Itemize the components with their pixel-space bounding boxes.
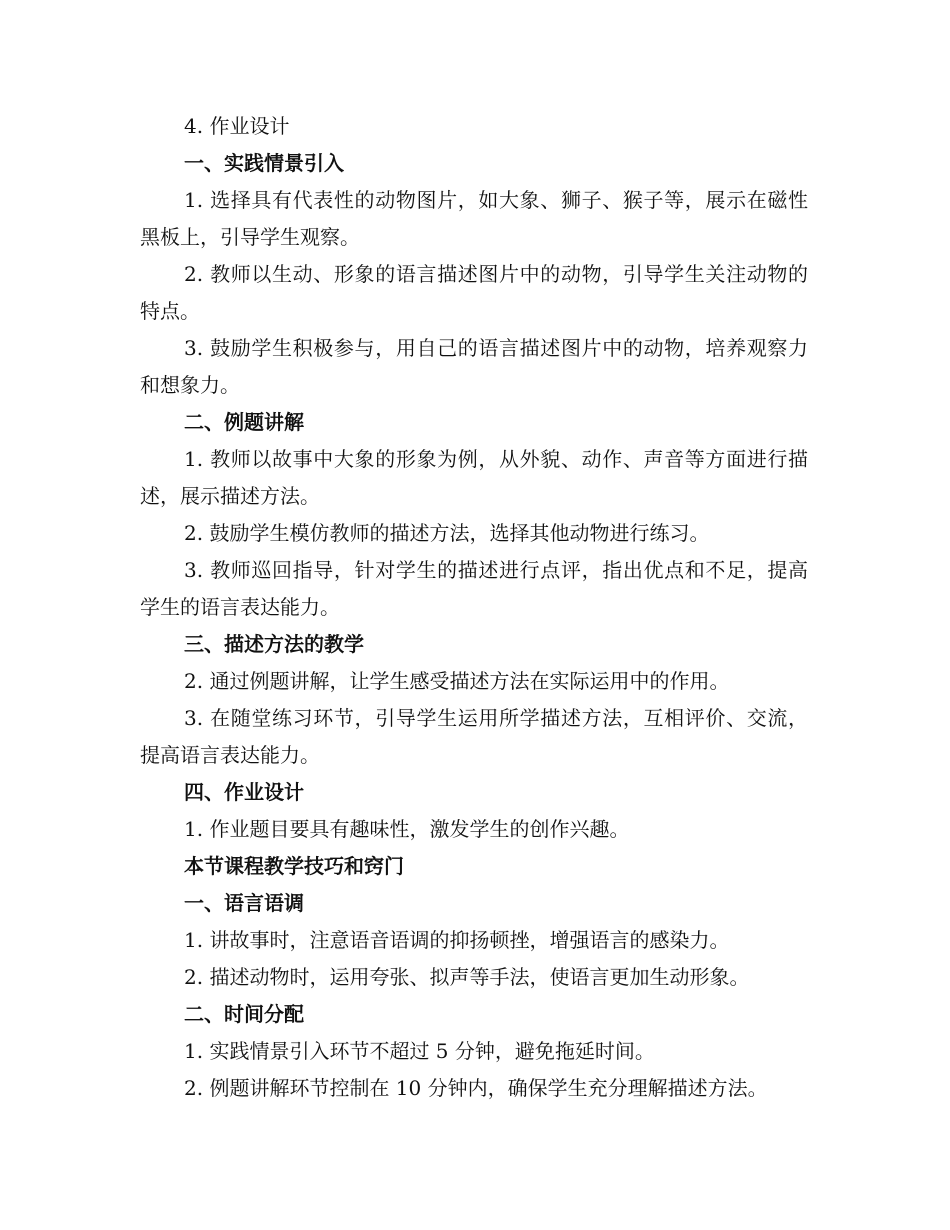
heading-description-method: 三、描述方法的教学 [184, 632, 364, 656]
heading-example-explanation: 二、例题讲解 [184, 410, 304, 434]
heading-teaching-tips: 本节课程教学技巧和窍门 [184, 854, 404, 878]
paragraph: 3. 在随堂练习环节，引导学生运用所学描述方法，互相评价、交流，提高语言表达能力。 [140, 706, 808, 767]
paragraph: 2. 例题讲解环节控制在 10 分钟内，确保学生充分理解描述方法。 [184, 1076, 768, 1100]
paragraph: 2. 通过例题讲解，让学生感受描述方法在实际运用中的作用。 [184, 669, 730, 693]
paragraph: 1. 实践情景引入环节不超过 5 分钟，避免拖延时间。 [184, 1039, 655, 1063]
paragraph: 3. 鼓励学生积极参与，用自己的语言描述图片中的动物，培养观察力和想象力。 [140, 336, 808, 397]
heading-homework-design: 四、作业设计 [184, 780, 304, 804]
paragraph: 3. 教师巡回指导，针对学生的描述进行点评，指出优点和不足，提高学生的语言表达能力。 [140, 558, 808, 619]
paragraph: 1. 教师以故事中大象的形象为例，从外貌、动作、声音等方面进行描述，展示描述方法。 [140, 447, 808, 508]
section-label: 4. 作业设计 [184, 114, 290, 138]
heading-time-allocation: 二、时间分配 [184, 1002, 304, 1026]
paragraph: 1. 作业题目要具有趣味性，激发学生的创作兴趣。 [184, 817, 630, 841]
paragraph: 2. 描述动物时，运用夸张、拟声等手法，使语言更加生动形象。 [184, 965, 750, 989]
heading-practice-scenario: 一、实践情景引入 [184, 151, 344, 175]
document-body [140, 108, 808, 1107]
heading-intonation: 一、语言语调 [184, 891, 304, 915]
paragraph: 1. 选择具有代表性的动物图片，如大象、狮子、猴子等，展示在磁性黑板上，引导学生观察。 [140, 188, 808, 249]
paragraph: 2. 鼓励学生模仿教师的描述方法，选择其他动物进行练习。 [184, 521, 710, 545]
paragraph: 2. 教师以生动、形象的语言描述图片中的动物，引导学生关注动物的特点。 [140, 262, 808, 323]
paragraph: 1. 讲故事时，注意语音语调的抑扬顿挫，增强语言的感染力。 [184, 928, 730, 952]
